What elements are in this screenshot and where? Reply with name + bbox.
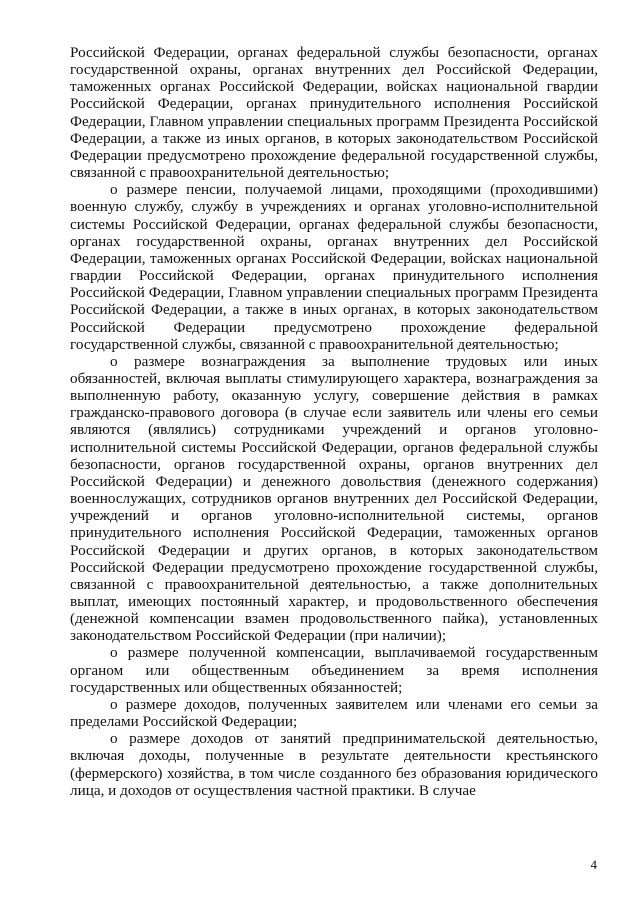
document-body: [70, 44, 598, 799]
paragraph-remuneration-size: о размере вознаграждения за выполнение трудовых или иных обязанностей, включая выплаты стимулирующего характера, вознаграждения за выполненную работу, оказанную услугу, совершение действия в рамках гражданско-правового договора (в случае если заявитель или члены его семьи являются (являлись) сотрудниками учреждений и органов уголовно-исполнительной системы Российской Федерации, органов федеральной службы безопасности, органов государственной охраны, органов внутренних дел Российской Федерации) и денежного довольствия (денежного содержания) военнослужащих, сотрудников органов внутренних дел Российской Федерации, учреждений и органов уголовно-исполнительной системы, органов принудительного исполнения Российской Федерации, таможенных органов Российской Федерации и других органов, в которых законодательством Российской Федерации предусмотрено прохождение государственной службы, связанной с правоохранительной деятельностью, а также дополнительных выплат, имеющих постоянный характер, и продовольственного обеспечения (денежной компенсации взамен продовольственного пайка), установленных законодательством Российской Федерации (при наличии);: [70, 352, 598, 645]
page-number: 4: [590, 857, 597, 872]
paragraph-compensation-size: о размере полученной компенсации, выплачиваемой государственным органом или общественным объединением за время исполнения государственных или общественных обязанностей;: [70, 644, 598, 696]
paragraph-continuation: Российской Федерации, органах федеральной службы безопасности, органах государственной охраны, органах внутренних дел Российской Федерации, таможенных органах Российской Федерации, войсках национальной гвардии Российской Федерации, органах принудительного исполнения Российской Федерации, Главном управлении специальных программ Президента Российской Федерации, а также из иных органов, в которых законодательством Российской Федерации предусмотрено прохождение федеральной государственной службы, связанной с правоохранительной деятельностью;: [70, 44, 598, 182]
paragraph-foreign-income: о размере доходов, полученных заявителем или членами его семьи за пределами Российской Федерации;: [70, 695, 598, 731]
paragraph-business-income: о размере доходов от занятий предпринимательской деятельностью, включая доходы, полученные в результате деятельности крестьянского (фермерского) хозяйства, в том числе созданного без образования юридического лица, и доходов от осуществления частной практики. В случае: [70, 730, 598, 799]
paragraph-pension-size: о размере пенсии, получаемой лицами, проходящими (проходившими) военную службу, службу в учреждениях и органах уголовно-исполнительной системы Российской Федерации, органах федеральной службы безопасности, органах государственной охраны, органах внутренних дел Российской Федерации, таможенных органах Российской Федерации, войсках национальной гвардии Российской Федерации, органах принудительного исполнения Российской Федерации, Главном управлении специальных программ Президента Российской Федерации, а также в иных органах, в которых законодательством Российской Федерации предусмотрено прохождение федеральной государственной службы, связанной с правоохранительной деятельностью;: [70, 181, 598, 353]
